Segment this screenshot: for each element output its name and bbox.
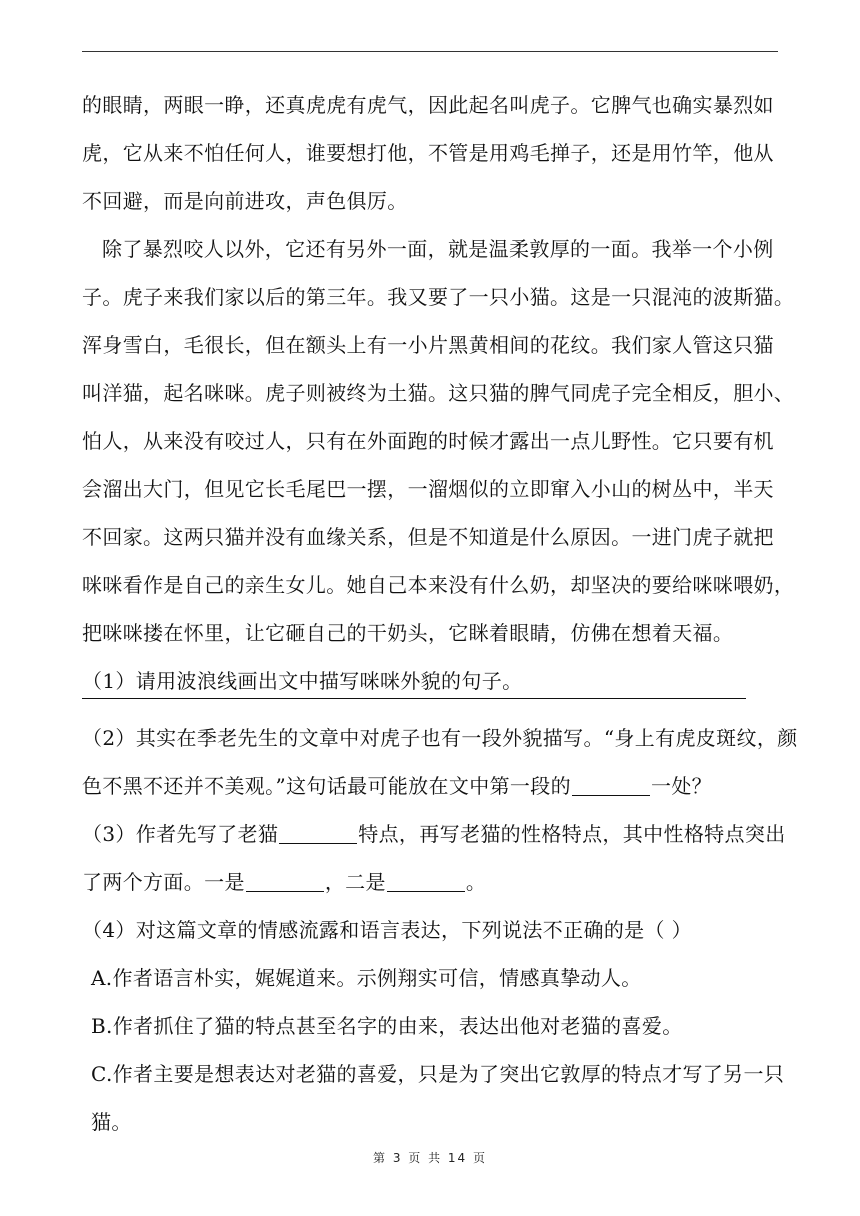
passage-line: 虎，它从来不怕任何人，谁要想打他，不管是用鸡毛掸子，还是用竹竿，他从 — [82, 141, 774, 165]
passage-line: 除了暴烈咬人以外，它还有另外一面，就是温柔敦厚的一面。我举一个小例 — [102, 237, 774, 261]
question-text: 了两个方面。一是 — [82, 870, 245, 894]
question-text: （3）作者先写了老猫 — [82, 822, 279, 846]
passage-line: 不回家。这两只猫并没有血缘关系，但是不知道是什么原因。一进门虎子就把 — [82, 525, 774, 549]
question-text: 。 — [465, 870, 487, 894]
passage-line: 子。虎子来我们家以后的第三年。我又要了一只小猫。这是一只混沌的波斯猫。 — [82, 285, 795, 309]
question-text: 特点，再写老猫的性格特点，其中性格特点突出 — [358, 822, 786, 846]
question-4: （4）对这篇文章的情感流露和语言表达，下列说法不正确的是（ ） — [82, 918, 692, 942]
passage-line: 咪咪看作是自己的亲生女儿。她自己本来没有什么奶，却坚决的要给咪咪喂奶， — [82, 573, 795, 597]
passage — [82, 81, 795, 705]
question-3-line — [82, 810, 786, 858]
question-1: （1）请用波浪线画出文中描写咪咪外貌的句子。 — [82, 669, 523, 693]
question-text: 色不黑不还并不美观。”这句话最可能放在文中第一段的 — [82, 774, 571, 798]
question-text: 一处？ — [650, 774, 713, 798]
header-rule — [82, 51, 778, 52]
option-b[interactable]: B.作者抓住了猫的特点甚至名字的由来，表达出他对老猫的喜爱。 — [91, 1014, 683, 1038]
fill-blank[interactable] — [246, 869, 324, 892]
option-a[interactable]: A.作者语言朴实，娓娓道来。示例翔实可信，情感真挚动人。 — [91, 966, 642, 990]
fill-blank[interactable] — [387, 869, 465, 892]
page-footer: 第 3 页 共 14 页 — [373, 1151, 487, 1165]
question-2-line — [82, 762, 782, 810]
passage-line: 会溜出大门，但见它长毛尾巴一摆，一溜烟似的立即窜入小山的树丛中，半天 — [82, 477, 774, 501]
option-c[interactable]: C.作者主要是想表达对老猫的喜爱，只是为了突出它敦厚的特点才写了另一只 — [91, 1062, 785, 1086]
option-c-continued: 猫。 — [91, 1110, 132, 1134]
question-text: ，二是 — [324, 870, 386, 894]
question-3-line — [82, 858, 782, 906]
passage-line: 不回避，而是向前进攻，声色俱厉。 — [82, 189, 408, 213]
questions — [82, 714, 798, 1146]
passage-line: 的眼睛，两眼一睁，还真虎虎有虎气，因此起名叫虎子。它脾气也确实暴烈如 — [82, 93, 774, 117]
passage-line: 怕人，从来没有咬过人，只有在外面跑的时候才露出一点儿野性。它只要有机 — [82, 429, 774, 453]
question-2-line: （2）其实在季老先生的文章中对虎子也有一段外貌描写。“身上有虎皮斑纹，颜 — [82, 726, 798, 750]
fill-blank[interactable] — [279, 821, 357, 844]
passage-line: 把咪咪搂在怀里，让它砸自己的干奶头，它眯着眼睛，仿佛在想着天福。 — [82, 621, 734, 645]
fill-blank[interactable] — [572, 773, 650, 796]
answer-line[interactable] — [82, 698, 746, 699]
passage-line: 浑身雪白，毛很长，但在额头上有一小片黑黄相间的花纹。我们家人管这只猫 — [82, 333, 774, 357]
passage-line: 叫洋猫，起名咪咪。虎子则被终为土猫。这只猫的脾气同虎子完全相反，胆小、 — [82, 381, 795, 405]
